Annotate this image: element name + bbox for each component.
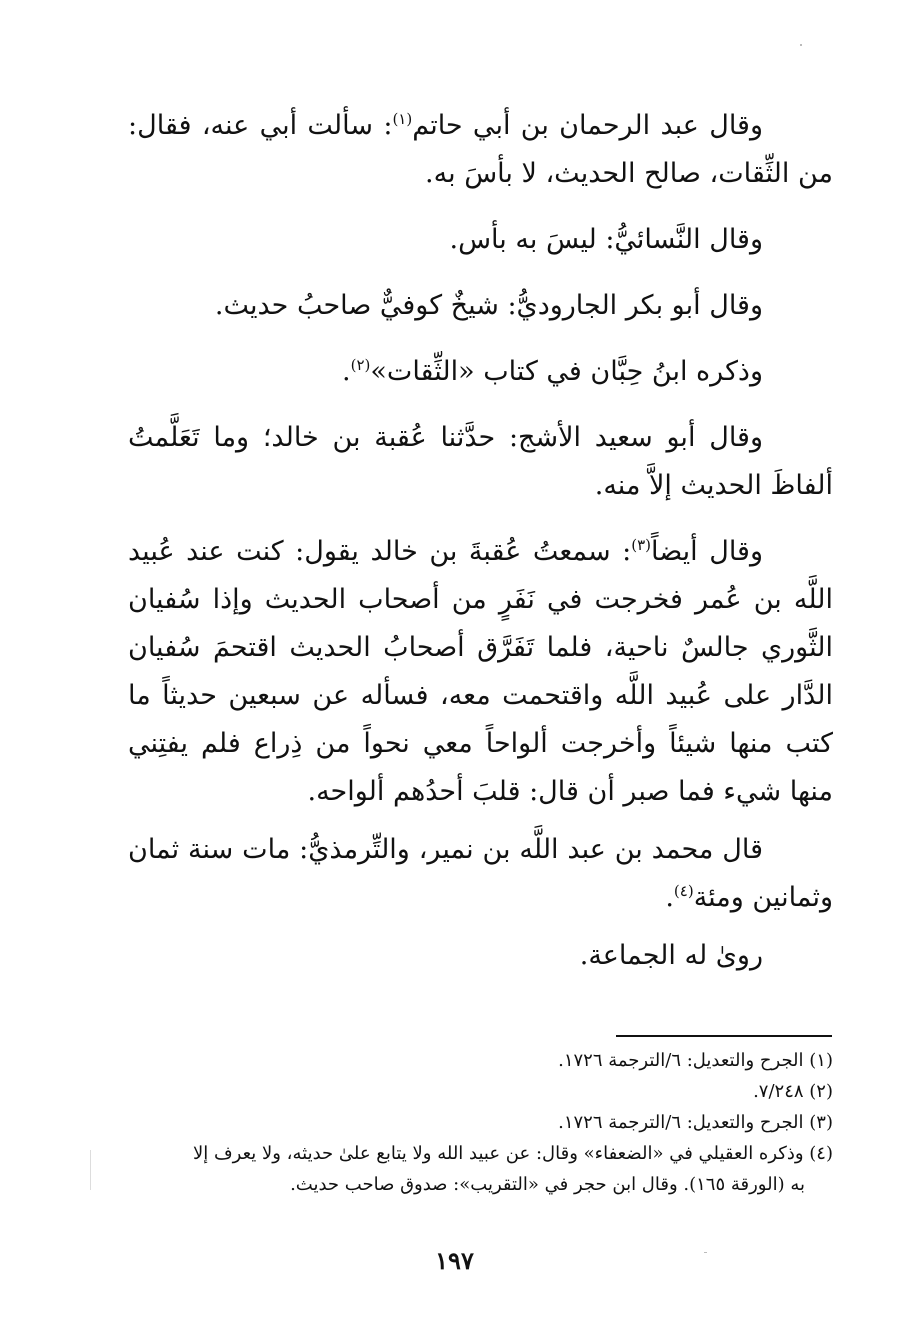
scan-speck — [704, 1252, 707, 1253]
paragraph-2: وقال النَّسائيُّ: ليسَ به بأس. — [449, 224, 763, 255]
paragraph-3: وقال أبو بكر الجاروديُّ: شيخٌ كوفيٌّ صاحبُ حديث. — [214, 290, 763, 321]
paragraph-8: روىٰ له الجماعة. — [579, 940, 763, 971]
paragraph-5: وقال أبو سعيد الأشج: حدَّثنا عُقبة بن خالد؛ وما تَعَلَّمتُ ألفاظَ الحديث إلاَّ منه. — [128, 422, 833, 501]
page-number: ١٩٧ — [435, 1246, 474, 1275]
footnotes — [128, 1045, 833, 1200]
paragraph-7: قال محمد بن عبد اللَّه بن نمير، والتِّرمذيُّ: مات سنة ثمان وثمانين ومئة$^{(٤)}$. — [128, 834, 833, 913]
footnote-ref-1: (١) — [392, 110, 413, 128]
scan-speck — [800, 44, 802, 46]
footnote-ref-3: (٣) — [631, 536, 652, 554]
footnote-4-continuation: به (الورقة ١٦٥). وقال ابن حجر في «التقريب»: صدوق صاحب حديث. — [290, 1174, 805, 1195]
footnote-separator — [616, 1035, 832, 1037]
paragraph-1: وقال عبد الرحمان بن أبي حاتم$^{(١)}$: سألت أبي عنه، فقال: من الثِّقات، صالح الحديث، لا بأسَ به. — [128, 110, 833, 189]
paragraph-4: وذكره ابنُ حِبَّان في كتاب «الثِّقات»$^{(٢)}$. — [342, 356, 763, 387]
paragraph-6: وقال أيضاً$^{(٣)}$: سمعتُ عُقبةَ بن خالد يقول: كنت عند عُبيد اللَّه بن عُمر فخرجت في نَفَرٍ من أصحاب الحديث وإذا سُفيان الثَّوري جالسٌ ناحية، فلما تَفَرَّق أصحابُ الحديث اقتحمَ سُفيان الدَّار على عُبيد اللَّه واقتحمت معه، فسأله عن سبعين حديثاً ما كتب منها شيئاً وأخرجت ألواحاً معي نحواً من ذِراع فلم يفتِني منها شيء فما صبر أن قال: قلبَ أحدُهم ألواحه. — [128, 536, 833, 807]
main-text — [128, 102, 833, 998]
footnote-ref-2: (٢) — [350, 356, 371, 374]
footnote-2: (٢) ٧/٢٤٨. — [753, 1081, 833, 1102]
footnote-4: (٤) وذكره العقيلي في «الضعفاء» وقال: عن عبيد الله ولا يتابع علىٰ حديثه، ولا يعرف إلا — [193, 1143, 833, 1164]
scan-speck — [90, 1150, 91, 1190]
footnote-3: (٣) الجرح والتعديل: ٦/الترجمة ١٧٢٦. — [558, 1112, 833, 1133]
footnote-ref-4: (٤) — [673, 882, 694, 900]
footnote-1: (١) الجرح والتعديل: ٦/الترجمة ١٧٢٦. — [558, 1050, 833, 1071]
